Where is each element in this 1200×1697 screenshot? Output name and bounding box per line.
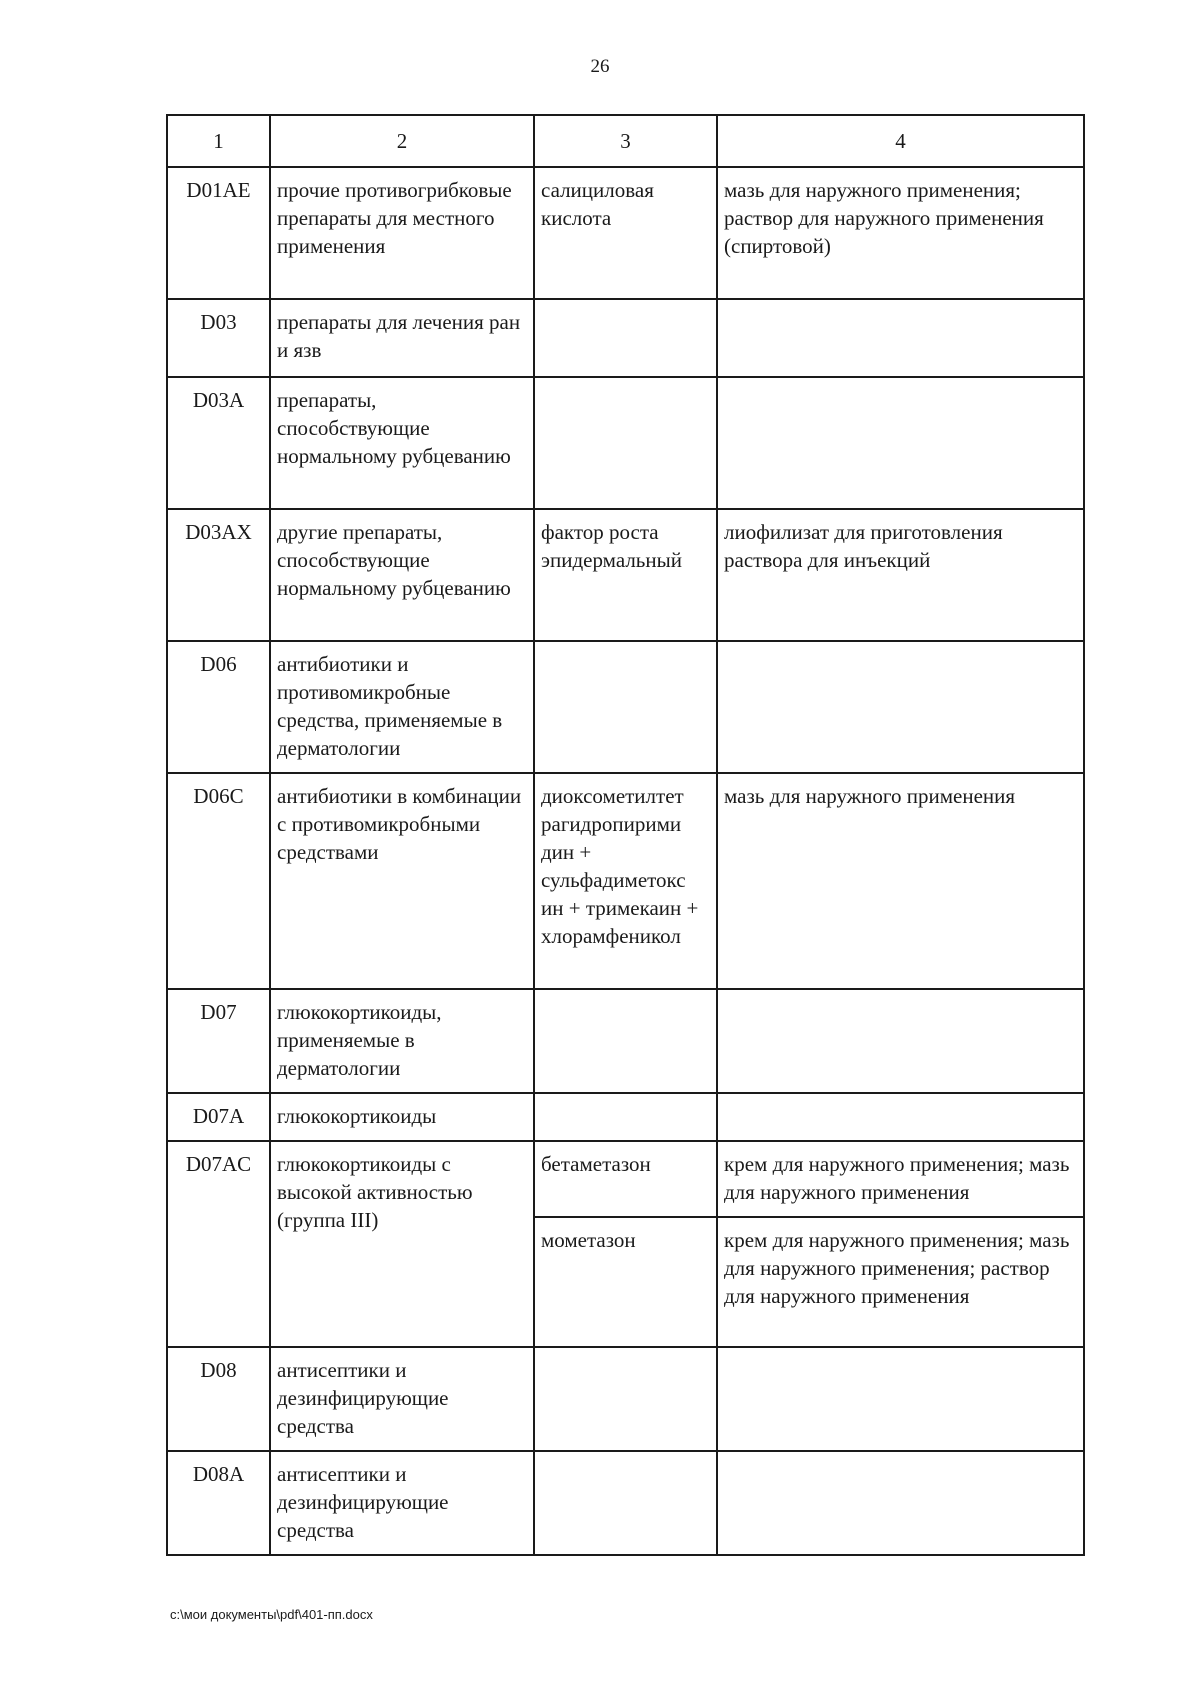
dosage-form [717, 1347, 1084, 1451]
dosage-form [717, 1451, 1084, 1555]
column-header-3: 3 [534, 115, 717, 167]
group-name: глюкокортикоиды, применяемые в дерматологии [270, 989, 534, 1093]
atc-code: D07 [167, 989, 270, 1093]
dosage-form [717, 377, 1084, 509]
table-row [167, 1093, 1084, 1141]
atc-code: D08 [167, 1347, 270, 1451]
dosage-form [717, 989, 1084, 1093]
dosage-form: крем для наружного применения; мазь для наружного применения; раствор для наружного применения [717, 1217, 1084, 1347]
group-name: препараты, способствующие нормальному рубцеванию [270, 377, 534, 509]
group-name: другие препараты, способствующие нормальному рубцеванию [270, 509, 534, 641]
atc-code: D03A [167, 377, 270, 509]
dosage-form: лиофилизат для приготовления раствора для инъекций [717, 509, 1084, 641]
atc-code: D08A [167, 1451, 270, 1555]
drug-name [534, 377, 717, 509]
atc-code: D01AE [167, 167, 270, 299]
atc-code: D07AC [167, 1141, 270, 1347]
table-row [167, 989, 1084, 1093]
group-name: антисептики и дезинфицирующие средства [270, 1451, 534, 1555]
table-row [167, 773, 1084, 989]
atc-code: D07A [167, 1093, 270, 1141]
table-row [167, 167, 1084, 299]
table-row [167, 509, 1084, 641]
table-row [167, 1451, 1084, 1555]
table-row [167, 1141, 1084, 1217]
footer-file-path: c:\мои документы\pdf\401-пп.docx [170, 1607, 373, 1622]
drug-name [534, 299, 717, 377]
drug-name: салициловая кислота [534, 167, 717, 299]
dosage-form: крем для наружного применения; мазь для наружного применения [717, 1141, 1084, 1217]
page-number: 26 [590, 56, 610, 77]
atc-code: D06C [167, 773, 270, 989]
column-header-4: 4 [717, 115, 1084, 167]
dosage-form [717, 1093, 1084, 1141]
dosage-form: мазь для наружного применения [717, 773, 1084, 989]
table-row [167, 377, 1084, 509]
drug-name [534, 641, 717, 773]
drug-name [534, 1451, 717, 1555]
atc-code: D06 [167, 641, 270, 773]
drug-name [534, 1347, 717, 1451]
atc-code: D03AX [167, 509, 270, 641]
drug-name: мометазон [534, 1217, 717, 1347]
dosage-form [717, 299, 1084, 377]
group-name: глюкокортикоиды с высокой активностью (группа III) [270, 1141, 534, 1347]
drug-name [534, 989, 717, 1093]
dosage-form [717, 641, 1084, 773]
table-header-row [167, 115, 1084, 167]
group-name: глюкокортикоиды [270, 1093, 534, 1141]
drug-name: фактор роста эпидермальный [534, 509, 717, 641]
drug-name: диоксометилтет рагидропирими дин + сульфадиметокс ин + тримекаин + хлорамфеникол [534, 773, 717, 989]
table-row [167, 299, 1084, 377]
table-row [167, 1347, 1084, 1451]
column-header-1: 1 [167, 115, 270, 167]
group-name: антибиотики и противомикробные средства, применяемые в дерматологии [270, 641, 534, 773]
dosage-form: мазь для наружного применения; раствор для наружного применения (спиртовой) [717, 167, 1084, 299]
atc-code: D03 [167, 299, 270, 377]
drug-name [534, 1093, 717, 1141]
column-header-2: 2 [270, 115, 534, 167]
group-name: антисептики и дезинфицирующие средства [270, 1347, 534, 1451]
group-name: прочие противогрибковые препараты для местного применения [270, 167, 534, 299]
group-name: препараты для лечения ран и язв [270, 299, 534, 377]
drug-name: бетаметазон [534, 1141, 717, 1217]
group-name: антибиотики в комбинации с противомикробными средствами [270, 773, 534, 989]
table-row [167, 641, 1084, 773]
drug-classification-table [166, 114, 1085, 1556]
